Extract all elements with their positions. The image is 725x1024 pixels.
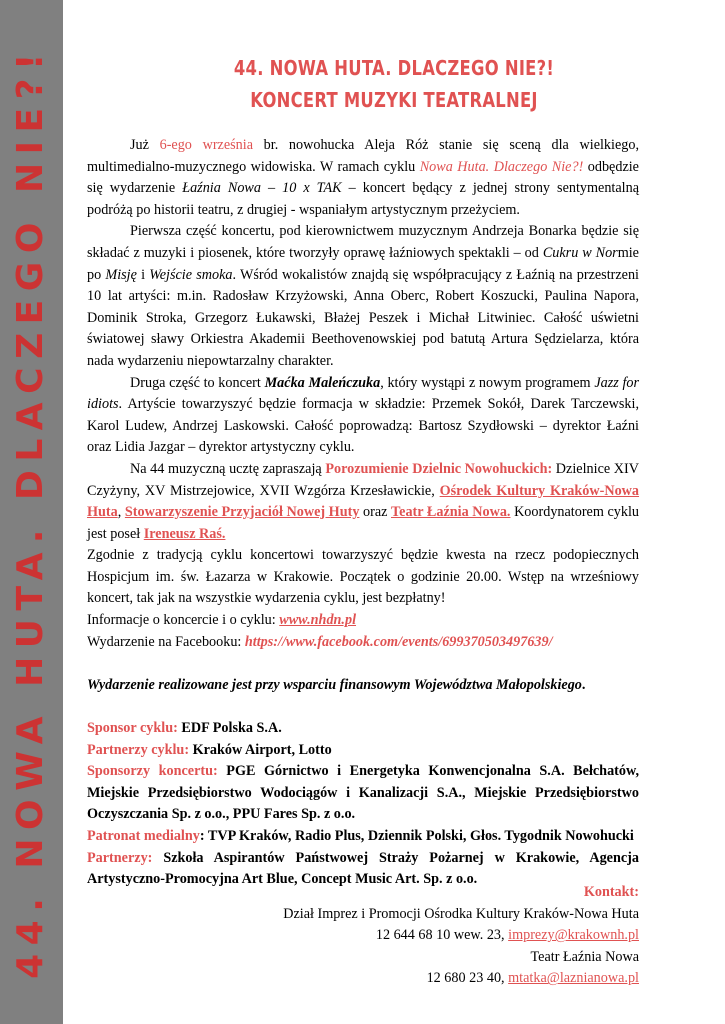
support-note: Wydarzenie realizowane jest przy wsparciu finansowym Województwa Małopolskiego. — [87, 676, 586, 693]
sponsor-line: Partnerzy cyklu: Kraków Airport, Lotto — [87, 741, 332, 758]
event-name: Łaźnia Nowa – 10 x TAK — [182, 180, 342, 197]
paragraph-organizers: Na 44 muzyczną ucztę zapraszają Porozumienie Dzielnic Nowohuckich: Dzielnice XIV Czyżyny, XV Mistrzejowice, XVII Wzgórza Krzesławickie, Ośrodek Kultury Kraków-Nowa Huta, Stowarzyszenie Przyjaciół Nowej Huty oraz Teatr Łaźnia Nowa. Koordynatorem cyklu jest poseł Ireneusz Raś. — [87, 460, 640, 542]
organizer-name: Porozumienie Dzielnic Nowohuckich: — [325, 460, 553, 477]
link-nhdn-website[interactable]: www.nhdn.pl — [279, 612, 357, 629]
info-line: Informacje o koncercie i o cyklu: www.nhdn.pl — [87, 612, 357, 629]
email-link-mtatka[interactable]: mtatka@laznianowa.pl — [508, 970, 639, 987]
cycle-name: Nowa Huta. Dlaczego Nie?! — [419, 158, 584, 175]
email-link-imprezy[interactable]: imprezy@krakownh.pl — [508, 927, 639, 944]
sidebar-vertical-title: 44. NOWA HUTA. DLACZEGO NIE?! — [10, 45, 51, 979]
link-stowarzyszenie[interactable]: Stowarzyszenie Przyjaciół Nowej Huty — [124, 504, 360, 521]
contact-block — [283, 882, 639, 990]
link-facebook-event[interactable]: https://www.facebook.com/events/699370503497639/ — [244, 633, 553, 650]
sponsor-line: Sponsorzy koncertu: PGE Górnictwo i Energetyka Konwencjonalna S.A. Bełchatów, Miejskie Przedsiębiorstwo Wodociągów i Kanalizacji S.A., Miejskie Przedsiębiorstwo Oczyszczania Sp. z o.o., PPU Fares Sp. z o.o. — [87, 763, 639, 823]
paragraph-first-part: Pierwsza część koncertu, pod kierownictwem muzycznym Andrzeja Bonarka będzie się składać z muzyki i piosenek, które tworzyły oprawę łaźniowych spektakli – od Cukru w Normie po Misję i Wejście smoka. Wśród wokalistów znajdą się współpracujący z Łaźnią na przestrzeni 10 lat artyści: m.in. Radosław Krzyżowski, Anna Oberc, Robert Koszucki, Paulina Napora, Dominik Stroka, Grzegorz Łukawski, Błażej Peszek i Michał Litwiniec. Całość uświetni światowej sławy Orkiestra Akademii Beethovenowskiej pod batutą Artura Sędzielarza, która nada wydarzeniu niepowtarzalny charakter. — [87, 223, 639, 369]
link-ireneusz-ras[interactable]: Ireneusz Raś. — [143, 525, 226, 542]
sponsor-line: Partnerzy: Szkoła Aspirantów Państwowej Straży Pożarnej w Krakowie, Agencja Artystyczno-Promocyjna Art Blue, Concept Music Art. Sp. z o.o. — [87, 849, 639, 888]
paragraph-second-part: Druga część to koncert Maćka Maleńczuka, który wystąpi z nowym programem Jazz for idiots. Artyście towarzyszyć będzie formacja w składzie: Przemek Sokół, Darek Tarczewski, Karol Ludew, Andrzej Laskowski. Całość poprowadzą: Bartosz Szydłowski – dyrektor Łaźni oraz Lidia Jazgar – dyrektor artystyczny cyklu. — [87, 374, 640, 456]
event-date: 6-ego września — [159, 137, 253, 153]
contact-theatre: Teatr Łaźnia Nowa — [530, 948, 639, 965]
artist-name: Maćka Maleńczuka — [264, 374, 381, 391]
document-body — [87, 135, 639, 891]
facebook-line: Wydarzenie na Facebooku: https://www.facebook.com/events/699370503497639/ — [87, 633, 553, 650]
link-osrodek-kultury[interactable]: Ośrodek Kultury Kraków-Nowa Huta — [87, 482, 640, 521]
contact-heading: Kontakt: — [583, 884, 639, 900]
sponsor-line: Patronat medialny: TVP Kraków, Radio Plus, Dziennik Polski, Głos. Tygodnik Nowohucki — [87, 828, 634, 844]
sidebar-banner — [0, 0, 63, 1024]
contact-line-phone1: 12 644 68 10 wew. 23, imprezy@krakownh.pl — [375, 927, 639, 944]
contact-line-phone2: 12 680 23 40, mtatka@laznianowa.pl — [426, 970, 639, 987]
link-teatr-laznia-nowa[interactable]: Teatr Łaźnia Nowa. — [391, 504, 511, 521]
paragraph-intro: Już 6-ego września br. nowohucka Aleja Róż stanie się sceną dla wielkiego, multimedialno-muzycznego widowiska. W ramach cyklu Nowa Huta. Dlaczego Nie?! odbędzie się wydarzenie Łaźnia Nowa – 10 x TAK – koncert będący z jednej strony sentymentalną podróżą po historii teatru, z drugiej - wspaniałym artystycznym przeżyciem. — [87, 137, 639, 218]
sponsor-line: Sponsor cyklu: EDF Polska S.A. — [87, 720, 282, 737]
page-title-line2: KONCERT MUZYKI TEATRALNEJ — [250, 88, 538, 112]
paragraph-details: Zgodnie z tradycją cyklu koncertowi towarzyszyć będzie kwesta na rzecz podopiecznych Hospicjum im. św. Łazarza w Krakowie. Początek o godzinie 20.00. Wstęp na wrześniowy koncert, tak jak na wszystkie wydarzenia cyklu, jest bezpłatny! — [87, 547, 639, 607]
contact-organization: Dział Imprez i Promocji Ośrodka Kultury Kraków-Nowa Huta — [283, 905, 639, 922]
page-title-line1: 44. NOWA HUTA. DLACZEGO NIE?! — [233, 56, 555, 80]
program-name: Jazz for idiots — [87, 374, 640, 413]
